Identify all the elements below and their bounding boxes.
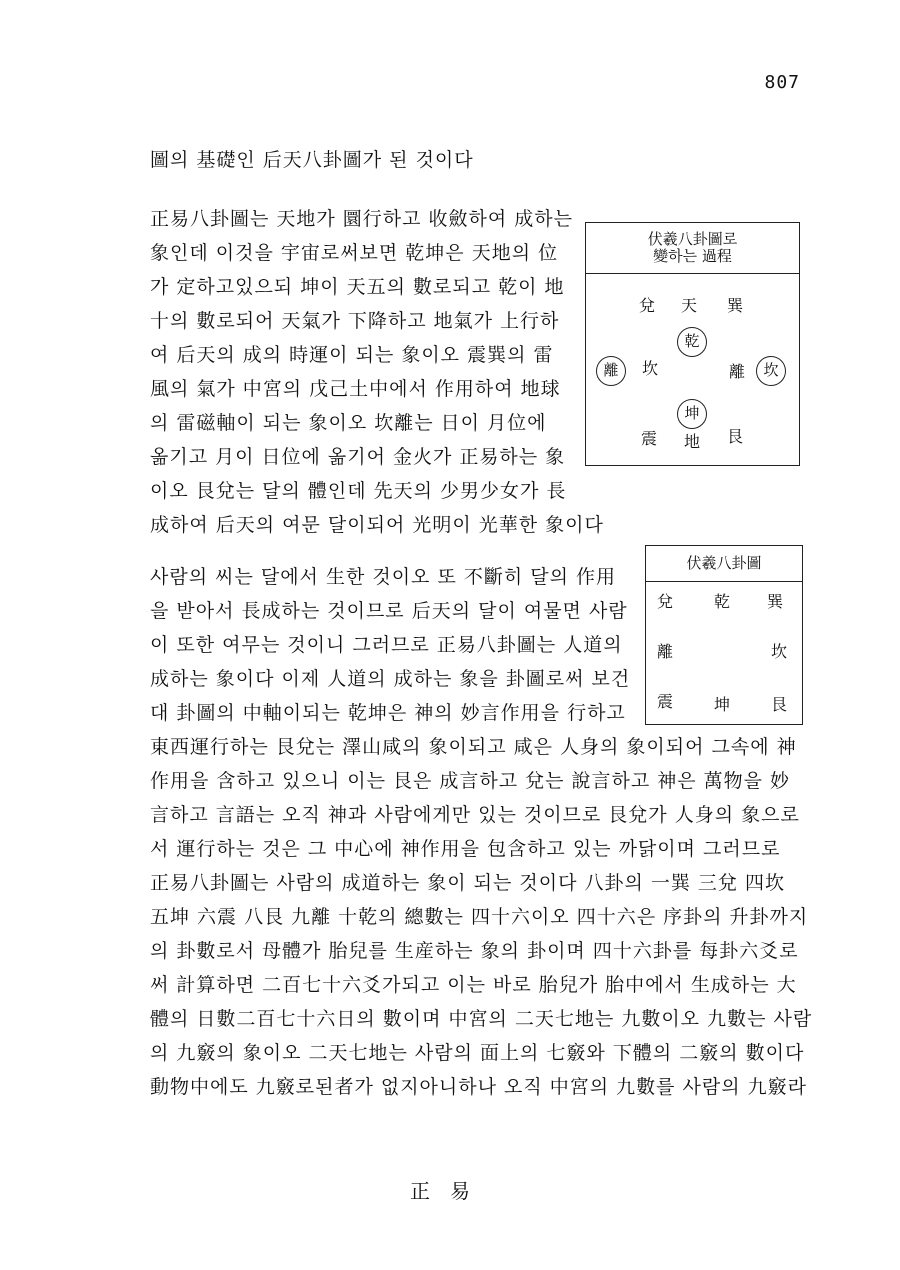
trigram-kan: 坎 (641, 359, 658, 378)
text-line: 作用을 含하고 있으니 이는 艮은 成言하고 兌는 說言하고 神은 萬物을 妙 (150, 770, 791, 792)
text-line: 의 九竅의 象이오 二天七地는 사람의 面上의 七竅와 下體의 二竅의 數이다 (150, 1042, 805, 1064)
trigram-qian: 乾 (713, 592, 730, 611)
diagram-transition-to-fuxi (585, 222, 800, 466)
paragraph-1 (150, 202, 604, 542)
text-line: 의 雷磁軸이 되는 象이오 坎離는 日이 月位에 (150, 412, 547, 434)
trigram-dui: 兌 (638, 296, 655, 315)
text-line: 사람의 씨는 달에서 生한 것이오 또 不斷히 달의 作用 (150, 566, 616, 588)
text-line: 風의 氣가 中宮의 戊己土中에서 作用하여 地球 (150, 378, 561, 400)
diagram-divider (586, 273, 799, 274)
text-line: 東西運行하는 艮兌는 澤山咸의 象이되고 咸은 人身의 象이되어 그속에 神 (150, 736, 797, 758)
trigram-kun-circle: 坤 (677, 399, 707, 429)
diagram-title (586, 231, 799, 265)
trigram-li: 離 (728, 362, 745, 381)
text-line: 象인데 이것을 宇宙로써보면 乾坤은 天地의 位 (150, 242, 559, 264)
footer-title: 正易 (410, 1179, 490, 1203)
paragraph-3 (150, 730, 813, 1104)
trigram-gen: 艮 (770, 695, 787, 714)
label-tian: 天 (680, 296, 697, 315)
trigram-li-circle: 離 (596, 356, 626, 386)
trigram-gen: 艮 (726, 427, 743, 446)
page-number: 807 (764, 72, 800, 93)
text-line: 서 運行하는 것은 그 中心에 神作用을 包含하고 있는 까닭이며 그러므로 (150, 838, 781, 860)
trigram-xun: 巽 (726, 296, 743, 315)
diagram-title-line-2: 變하는 過程 (653, 247, 732, 265)
text-line: 가 定하고있으되 坤이 天五의 數로되고 乾이 地 (150, 276, 565, 298)
trigram-kan: 坎 (770, 642, 787, 661)
trigram-li: 離 (656, 642, 673, 661)
trigram-dui: 兌 (656, 592, 673, 611)
text-line: 대 卦圖의 中軸이되는 乾坤은 神의 妙言作用을 行하고 (150, 702, 626, 724)
trigram-zhen: 震 (656, 692, 673, 711)
text-line: 의 卦數로서 母體가 胎兒를 生産하는 象의 卦이며 四十六卦를 每卦六爻로 (150, 940, 799, 962)
diagram-divider (646, 581, 802, 582)
text-line: 을 받아서 長成하는 것이므로 后天의 달이 여물면 사람 (150, 600, 628, 622)
text-line: 動物中에도 九竅로된者가 없지아니하나 오직 中宮의 九數를 사람의 九竅라 (150, 1076, 808, 1098)
text-line: 여 后天의 成의 時運이 되는 象이오 震巽의 雷 (150, 344, 554, 366)
trigram-zhen: 震 (640, 429, 657, 448)
trigram-kun: 坤 (713, 695, 730, 714)
text-line: 言하고 言語는 오직 神과 사람에게만 있는 것이므로 艮兌가 人身의 象으로 (150, 804, 800, 826)
trigram-qian-circle: 乾 (677, 327, 707, 357)
text-line: 體의 日數二百七十六日의 數이며 中宮의 二天七地는 九數이오 九數는 사람 (150, 1008, 813, 1030)
diagram-fuxi-eight-trigrams (645, 545, 803, 725)
trigram-kan-circle: 坎 (756, 356, 786, 386)
text-line: 五坤 六震 八艮 九離 十乾의 總數는 四十六이오 四十六은 序卦의 升卦까지 (150, 906, 809, 928)
trigram-xun: 巽 (766, 592, 783, 611)
heading-line: 圖의 基礎인 后天八卦圖가 된 것이다 (150, 149, 474, 171)
diagram-title-line-1: 伏羲八卦圖로 (647, 230, 738, 248)
paragraph-2 (150, 560, 640, 730)
text-line: 正易八卦圖는 사람의 成道하는 象이 되는 것이다 八卦의 一巽 三兌 四坎 (150, 872, 785, 894)
label-di: 地 (683, 432, 700, 451)
text-line: 成하여 后天의 여문 달이되어 光明이 光華한 象이다 (150, 514, 604, 536)
text-line: 써 計算하면 二百七十六爻가되고 이는 바로 胎兒가 胎中에서 生成하는 大 (150, 974, 797, 996)
text-line: 正易八卦圖는 天地가 圜行하고 收斂하여 成하는 (150, 208, 573, 230)
diagram-title: 伏羲八卦圖 (686, 554, 762, 572)
text-line: 이오 艮兌는 달의 體인데 先天의 少男少女가 長 (150, 480, 567, 502)
text-line: 옮기고 月이 日位에 옮기어 金火가 正易하는 象 (150, 446, 566, 468)
text-line: 成하는 象이다 이제 人道의 成하는 象을 卦圖로써 보건 (150, 668, 631, 690)
text-line: 十의 數로되어 天氣가 下降하고 地氣가 上行하 (150, 310, 560, 332)
text-line: 이 또한 여무는 것이니 그러므로 正易八卦圖는 人道의 (150, 634, 623, 656)
